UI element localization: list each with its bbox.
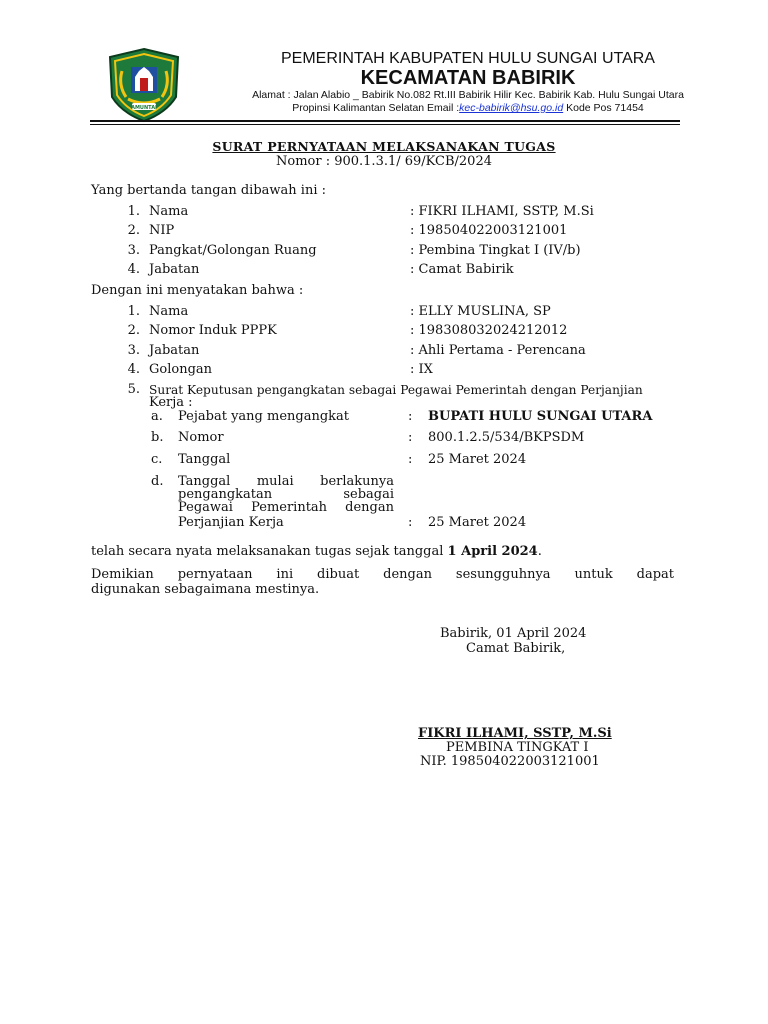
decree-item-colon: : [408, 409, 413, 424]
employee-field-number: 2. [127, 323, 140, 338]
decree-item-value: 25 Maret 2024 [428, 452, 527, 467]
employee-field-value: : ELLY MUSLINA, SP [410, 304, 551, 319]
decree-item-label-line: Pegawai Pemerintah dengan [178, 500, 394, 515]
signer-name: FIKRI ILHAMI, SSTP, M.Si [418, 726, 612, 741]
signer-nip: NIP. 198504022003121001 [420, 754, 600, 769]
statement-text: Dengan ini menyatakan bahwa : [91, 283, 304, 298]
employee-field-label: Jabatan [149, 343, 200, 358]
duty-sentence [91, 544, 542, 560]
contact-line [0, 102, 768, 114]
employee-field-label: Golongan [149, 362, 213, 377]
email-link[interactable]: kec-babirik@hsu.go.id [459, 102, 564, 114]
intro-text: Yang bertanda tangan dibawah ini : [91, 183, 326, 198]
decree-item-letter: b. [151, 430, 164, 445]
signer-field-value: : FIKRI ILHAMI, SSTP, M.Si [410, 204, 594, 219]
decree-item-value: 25 Maret 2024 [428, 515, 527, 530]
closing-line: Demikian pernyataan ini dibuat dengan sesungguhnya untuk dapat [91, 567, 674, 582]
signer-field-label: NIP [149, 223, 175, 238]
signer-field-value: : Pembina Tingkat I (IV/b) [410, 243, 581, 258]
decree-title-line2: Kerja : [149, 395, 193, 410]
postal-code: Kode Pos 71454 [563, 102, 644, 114]
employee-field-label: Nama [149, 304, 189, 319]
decree-item-colon: : [408, 452, 413, 467]
decree-item-letter: a. [151, 409, 163, 424]
place-date: Babirik, 01 April 2024 [440, 626, 587, 641]
signer-field-value: : Camat Babirik [410, 262, 514, 277]
employee-field-value: : 198308032024212012 [410, 323, 568, 338]
duty-start-date: 1 April 2024 [447, 544, 538, 559]
signer-field-label: Nama [149, 204, 189, 219]
office-name: KECAMATAN BABIRIK [360, 67, 576, 89]
emblem-caption: AMUNTAI [131, 105, 157, 111]
duty-sentence-end: . [537, 544, 542, 559]
employee-field-number: 3. [127, 343, 140, 358]
government-name: PEMERINTAH KABUPATEN HULU SUNGAI UTARA [281, 50, 655, 67]
document-number: Nomor : 900.1.3.1/ 69/KCB/2024 [276, 154, 492, 169]
decree-item-value: BUPATI HULU SUNGAI UTARA [428, 409, 653, 424]
decree-item-label-line: Perjanjian Kerja [178, 515, 284, 530]
decree-item-label: Tanggal [178, 452, 231, 467]
province-text: Propinsi Kalimantan Selatan Email : [292, 102, 460, 114]
employee-field-number: 1. [127, 304, 140, 319]
address-line: Alamat : Jalan Alabio _ Babirik No.082 Rt.III Babirik Hilir Kec. Babirik Kab. Hulu Sungai Utara [252, 89, 684, 101]
signer-field-number: 3. [127, 243, 140, 258]
signer-rank: PEMBINA TINGKAT I [446, 740, 589, 755]
decree-item-letter: c. [151, 452, 163, 467]
signer-position: Camat Babirik, [466, 641, 566, 656]
employee-field-number: 4. [127, 362, 140, 377]
signer-field-value: : 198504022003121001 [410, 223, 568, 238]
signer-field-label: Jabatan [149, 262, 200, 277]
decree-item-value: 800.1.2.5/534/BKPSDM [428, 430, 585, 445]
decree-item-label: Nomor [178, 430, 224, 445]
signer-field-number: 2. [127, 223, 140, 238]
employee-field-value: : Ahli Pertama - Perencana [410, 343, 586, 358]
employee-field-value: : IX [410, 362, 433, 377]
document-title: SURAT PERNYATAAN MELAKSANAKAN TUGAS [212, 139, 556, 154]
letterhead-divider-thin [90, 124, 680, 125]
decree-number: 5. [127, 382, 140, 397]
decree-item-colon: : [408, 515, 413, 530]
decree-item-label-line: pengangkatan sebagai [178, 487, 394, 502]
closing-line: digunakan sebagaimana mestinya. [91, 582, 320, 597]
decree-item-letter: d. [151, 474, 164, 489]
signer-field-number: 1. [127, 204, 140, 219]
signer-field-label: Pangkat/Golongan Ruang [149, 243, 317, 258]
decree-item-label: Pejabat yang mengangkat [178, 409, 349, 424]
employee-field-label: Nomor Induk PPPK [149, 323, 277, 338]
decree-title-line1: Surat Keputusan pengangkatan sebagai Pegawai Pemerintah dengan Perjanjian [149, 383, 643, 397]
decree-item-colon: : [408, 430, 413, 445]
decree-item-label-line: Tanggal mulai berlakunya [178, 474, 394, 489]
letterhead-divider-thick [90, 120, 680, 122]
signer-field-number: 4. [127, 262, 140, 277]
duty-sentence-text: telah secara nyata melaksanakan tugas sejak tanggal [91, 544, 448, 559]
